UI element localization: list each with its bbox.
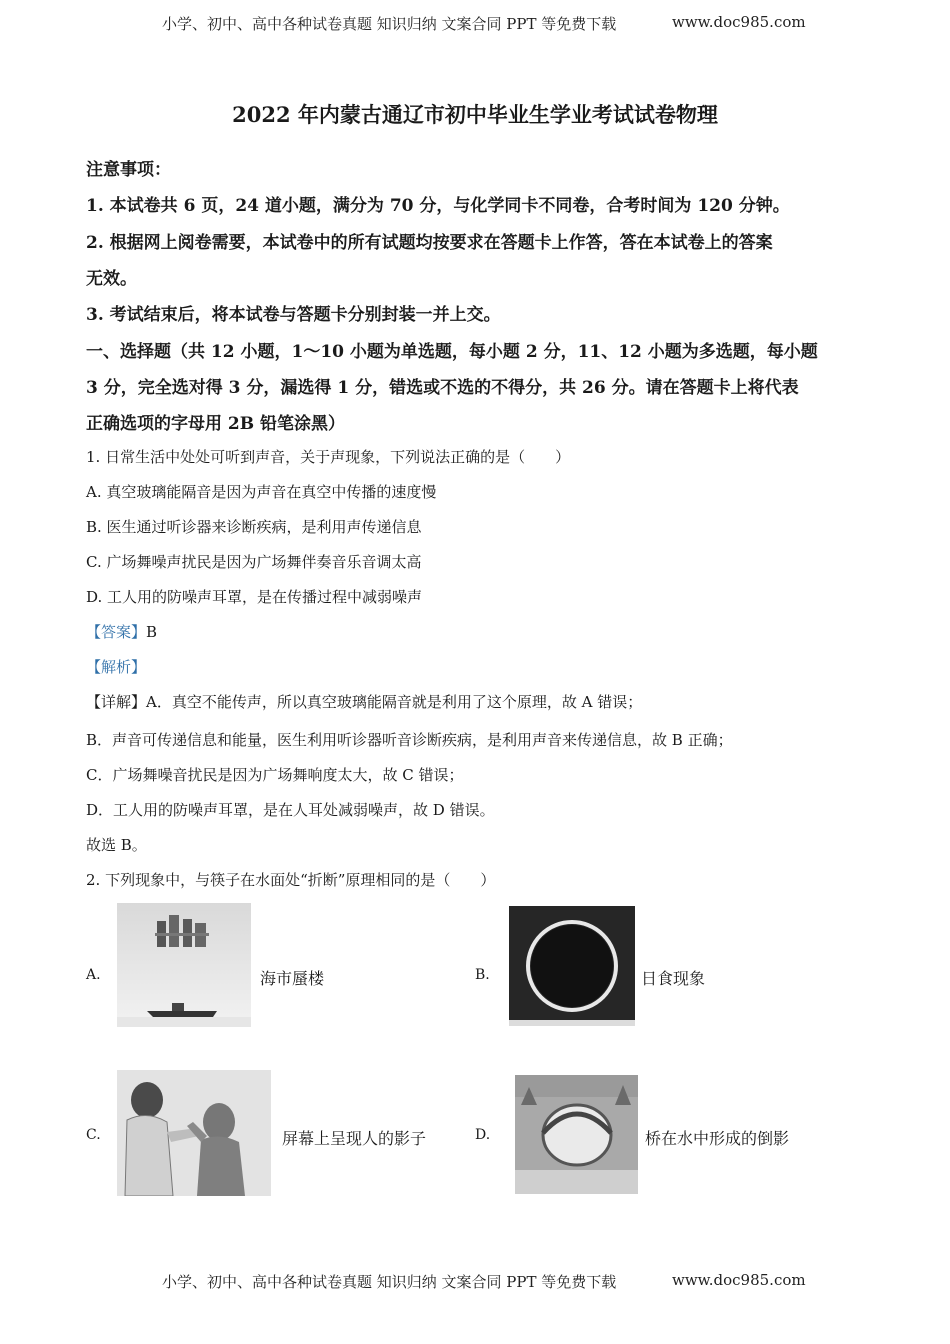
q2-option-b-letter: B. xyxy=(475,967,490,983)
q2-option-c-letter: C. xyxy=(86,1127,101,1143)
q1-analysis-tag: 【解析】 xyxy=(86,658,147,676)
notes-item-2-cont: 无效。 xyxy=(86,269,137,289)
section-heading-line2: 3 分，完全选对得 3 分，漏选得 1 分，错选或不选的不得分，共 26 分。请在答题卡上将代表 xyxy=(86,378,799,398)
eclipse-photo-icon xyxy=(509,906,635,1026)
q2-option-c-caption: 屏幕上呈现人的影子 xyxy=(282,1129,427,1148)
detail-tag: 【详解】 xyxy=(86,693,147,711)
footer-text: 小学、初中、高中各种试卷真题 知识归纳 文案合同 PPT 等免费下载 xyxy=(162,1273,617,1291)
detail-a-text: A．真空不能传声，所以真空玻璃能隔音就是利用了这个原理，故 A 错误； xyxy=(146,693,643,711)
q2-option-a-letter: A. xyxy=(86,967,101,983)
q1-stem: 1. 日常生活中处处可听到声音，关于声现象，下列说法正确的是（ ） xyxy=(86,448,571,466)
q1-option-a: A. 真空玻璃能隔音是因为声音在真空中传播的速度慢 xyxy=(86,483,437,501)
header-text: 小学、初中、高中各种试卷真题 知识归纳 文案合同 PPT 等免费下载 xyxy=(162,15,617,33)
q1-detail-d: D．工人用的防噪声耳罩，是在人耳处减弱噪声，故 D 错误。 xyxy=(86,801,495,819)
section-heading-line3: 正确选项的字母用 2B 铅笔涂黑） xyxy=(86,414,346,434)
q1-option-b: B. 医生通过听诊器来诊断疾病，是利用声传递信息 xyxy=(86,518,422,536)
q2-option-d-letter: D. xyxy=(475,1127,491,1143)
answer-value: B xyxy=(146,623,158,641)
notes-item-1: 1. 本试卷共 6 页，24 道小题，满分为 70 分，与化学同卡不同卷，合考时间为 120 分钟。 xyxy=(86,196,790,216)
q1-answer xyxy=(86,621,157,642)
q1-detail-b: B．声音可传递信息和能量，医生利用听诊器听音诊断疾病，是利用声音来传递信息，故 B 正确； xyxy=(86,731,733,749)
notes-heading: 注意事项： xyxy=(86,160,171,180)
q1-detail-a xyxy=(86,691,642,712)
q1-option-c: C. 广场舞噪声扰民是因为广场舞伴奏音乐音调太高 xyxy=(86,553,422,571)
page-title: 2022 年内蒙古通辽市初中毕业生学业考试试卷物理 xyxy=(232,102,718,127)
q1-option-d: D. 工人用的防噪声耳罩，是在传播过程中减弱噪声 xyxy=(86,588,423,606)
q1-conclusion: 故选 B。 xyxy=(86,836,147,854)
q2-option-b-caption: 日食现象 xyxy=(641,969,706,988)
notes-item-3: 3. 考试结束后，将本试卷与答题卡分别封装一并上交。 xyxy=(86,305,501,325)
q2-option-a-caption: 海市蜃楼 xyxy=(260,969,325,988)
section-heading: 一、选择题（共 12 小题，1～10 小题为单选题，每小题 2 分，11、12 小题为多选题，每小题 xyxy=(86,342,818,362)
q1-detail-c: C．广场舞噪音扰民是因为广场舞响度太大，故 C 错误； xyxy=(86,766,464,784)
mirage-photo-icon xyxy=(117,903,251,1027)
bridge-reflection-photo-icon xyxy=(515,1075,638,1194)
header-url[interactable]: www.doc985.com xyxy=(672,13,806,31)
q2-option-d-caption: 桥在水中形成的倒影 xyxy=(645,1129,790,1148)
notes-item-2: 2. 根据网上阅卷需要，本试卷中的所有试题均按要求在答题卡上作答，答在本试卷上的答案 xyxy=(86,233,773,253)
footer-url[interactable]: www.doc985.com xyxy=(672,1271,806,1289)
q2-stem: 2. 下列现象中，与筷子在水面处“折断”原理相同的是（ ） xyxy=(86,871,496,889)
shadow-photo-icon xyxy=(117,1070,271,1196)
answer-tag: 【答案】 xyxy=(86,623,147,641)
